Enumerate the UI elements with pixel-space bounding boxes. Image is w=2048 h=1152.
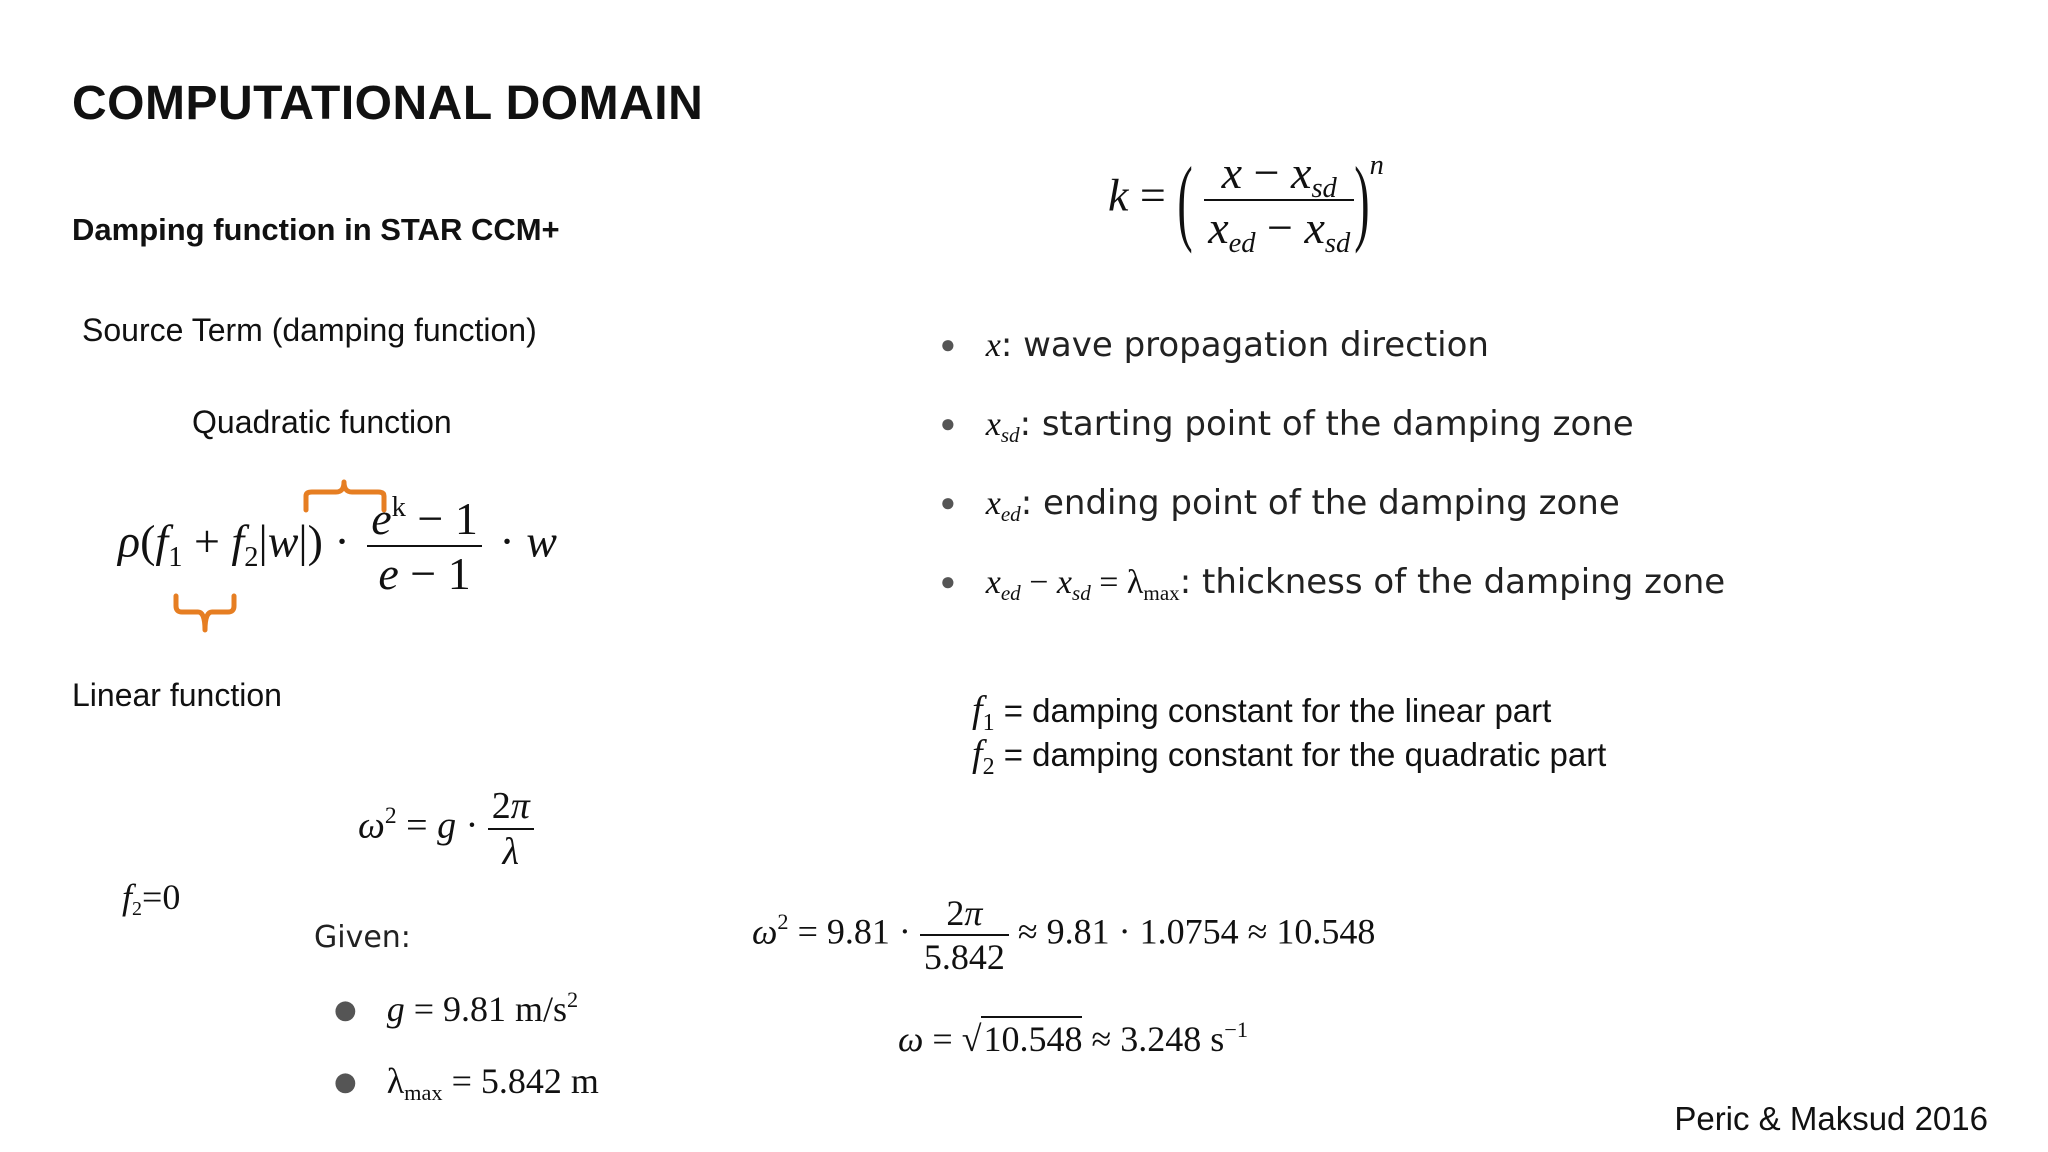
k-formula: k = ( $\frac{\text{x − xsd}}{\text{xed − xsd}}$ )$^n$ [1108,146,1384,260]
omega-calc: ω = √10.548 ≈ 3.248 $s^{-1}$ [898,1017,1249,1059]
constant-f1: $f_1$ = damping constant for the linear part [972,689,1552,736]
dispersion-formula: $\omega^2 = g$ · $\frac{2\pi}{\lambda}$ [358,784,534,874]
list-item: ● x: wave propagation direction [940,325,1489,365]
citation: Peric & Maksud 2016 [1674,1100,1988,1137]
list-item: ● xsd: starting point of the damping zone [940,404,1634,447]
constant-f2: $f_2$ = damping constant for the quadratic part [972,733,1607,780]
page-title: COMPUTATIONAL DOMAIN [72,77,704,130]
linear-brace [170,592,240,636]
damping-source-term-formula: ρ(f1 + f2|w|) · $\frac{e^k - 1}{e - 1}$ · w [118,492,557,599]
omega-squared-calc: $\omega^2 = 9.81$ · $\frac{2\pi}{5.842}$ ≈ 9.81 · 1.0754 ≈ 10.548 [752,893,1376,977]
given-lambda: ● λmax = 5.842 m [334,1061,599,1106]
quadratic-label: Quadratic function [192,404,452,440]
list-item: ● xed: ending point of the damping zone [940,483,1620,526]
given-g: ● g = 9.81 $m/s^2$ [334,987,579,1029]
bullet-list [940,325,1725,641]
quadratic-brace [300,476,390,516]
subtitle: Damping function in STAR CCM+ [72,212,560,247]
f2-zero: f2=0 [122,877,181,921]
list-item: ● xed − xsd = λmax: thickness of the damping zone [940,562,1726,605]
linear-label: Linear function [72,677,282,713]
given-label: Given: [314,920,411,955]
source-term-label: Source Term (damping function) [82,312,537,348]
